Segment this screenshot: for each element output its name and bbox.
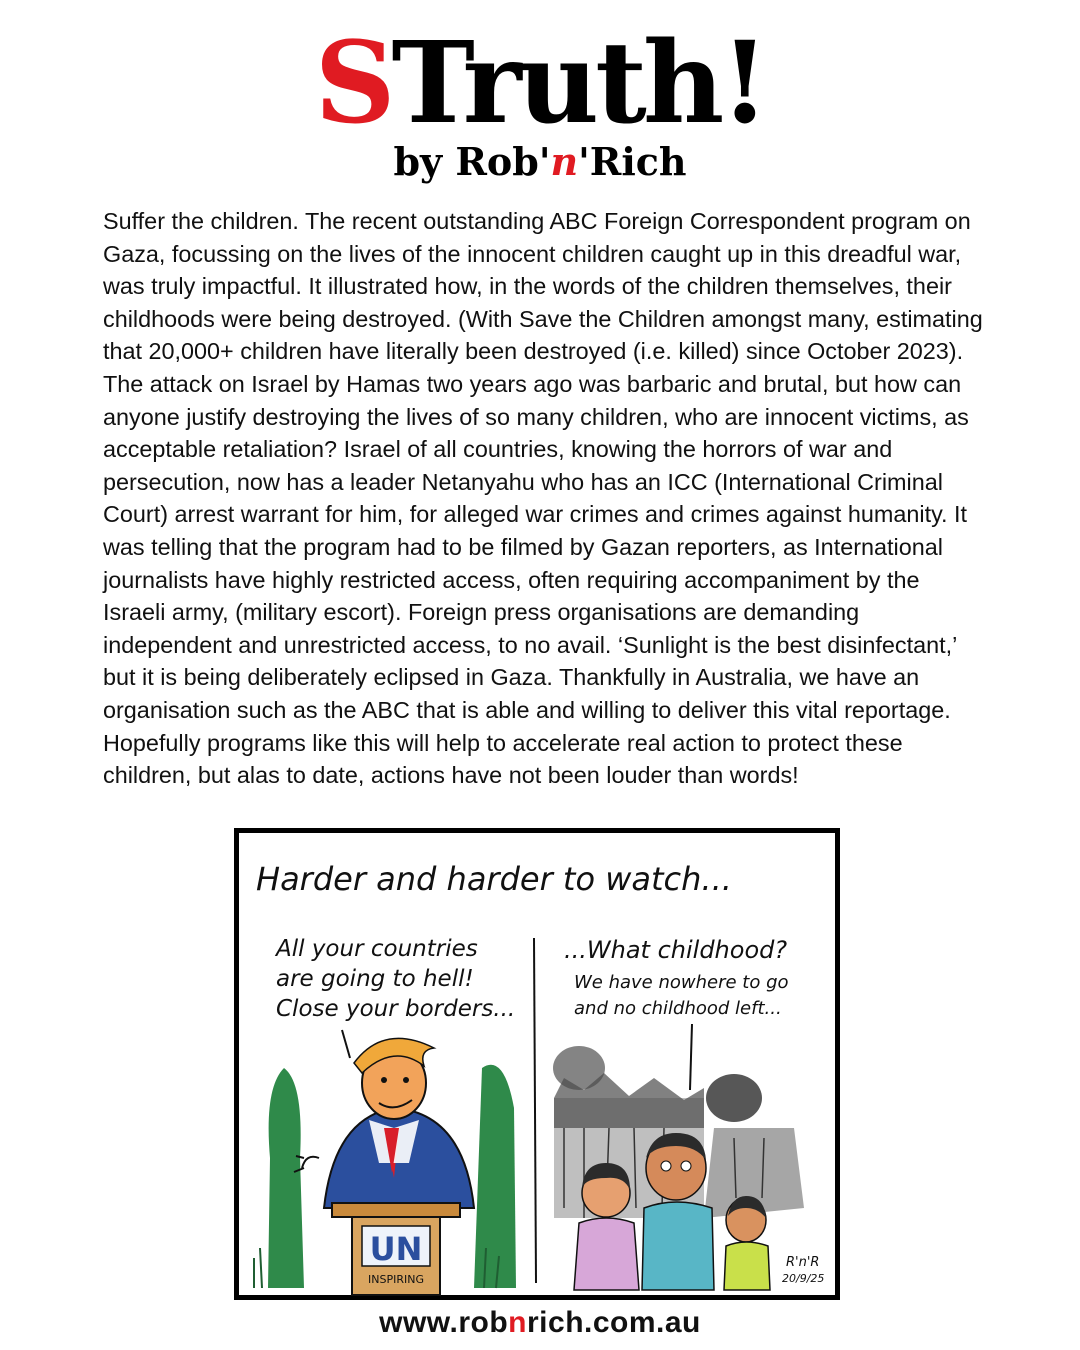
title-rest: Truth! [391, 18, 766, 149]
right-speech-line-2: and no childhood left... [574, 998, 782, 1019]
byline-suffix: 'Rich [578, 139, 687, 184]
cartoon-caption: Harder and harder to watch... [256, 860, 732, 898]
title-red-s: S [314, 18, 392, 149]
artist-signature: R'n'R [786, 1255, 820, 1270]
podium-un-letters: UN [369, 1230, 423, 1268]
website-url[interactable] [0, 1306, 1080, 1340]
url-prefix: www.rob [379, 1306, 509, 1339]
right-speech [564, 936, 794, 1019]
podium-label: INSPIRING [368, 1273, 424, 1286]
left-speech-line-2: are going to hell! [276, 966, 474, 992]
article-body: Suffer the children. The recent outstanding ABC Foreign Correspondent program on Gaza, focussing on the lives of the innocent children caught up in this dreadful war, was truly impactful. It illustrated how, in the words of the children themselves, their childhoods were being destroyed. (With Save the Children amongst many, estimating that 20,000+ children have literally been destroyed (i.e. killed) since October 2023). The attack on Israel by Hamas two years ago was barbaric and brutal, but how can anyone justify destroying the lives of so many children, who are innocent victims, as acceptable retaliation? Israel of all countries, knowing the horrors of war and persecution, now has a leader Netanyahu who has an ICC (International Criminal Court) arrest warrant for him, for alleged war crimes and crimes against humanity. It was telling that the program had to be filmed by Gazan reporters, as International journalists have highly restricted access, often requiring accompaniment by the Israeli army, (military escort). Foreign press organisations are demanding independent and unrestricted access, to no avail. ‘Sunlight is the best disinfectant,’ but it is being deliberately eclipsed in Gaza. Thankfully in Australia, we have an organisation such as the ABC that is able and willing to deliver this vital reportage. Hopefully programs like this will help to accelerate real action to protect these children, but alas to date, actions have not been louder than words! [103, 208, 983, 789]
byline-prefix: by Rob' [393, 139, 551, 184]
url-red-n: n [508, 1306, 527, 1339]
left-speech-line-3: Close your borders... [276, 996, 516, 1022]
cartoon-illustration [234, 828, 840, 1300]
masthead-title [0, 18, 1080, 149]
right-speech-line-1: We have nowhere to go [574, 972, 789, 993]
byline [0, 139, 1080, 184]
un-podium [332, 1203, 460, 1295]
left-speech-line-1: All your countries [276, 936, 478, 962]
right-speech-title: ...What childhood? [564, 936, 788, 964]
cartoon-date: 20/9/25 [782, 1272, 825, 1285]
url-suffix: rich.com.au [527, 1306, 701, 1339]
left-speech [274, 936, 515, 1022]
masthead [0, 18, 1080, 184]
byline-n: n [550, 139, 579, 184]
